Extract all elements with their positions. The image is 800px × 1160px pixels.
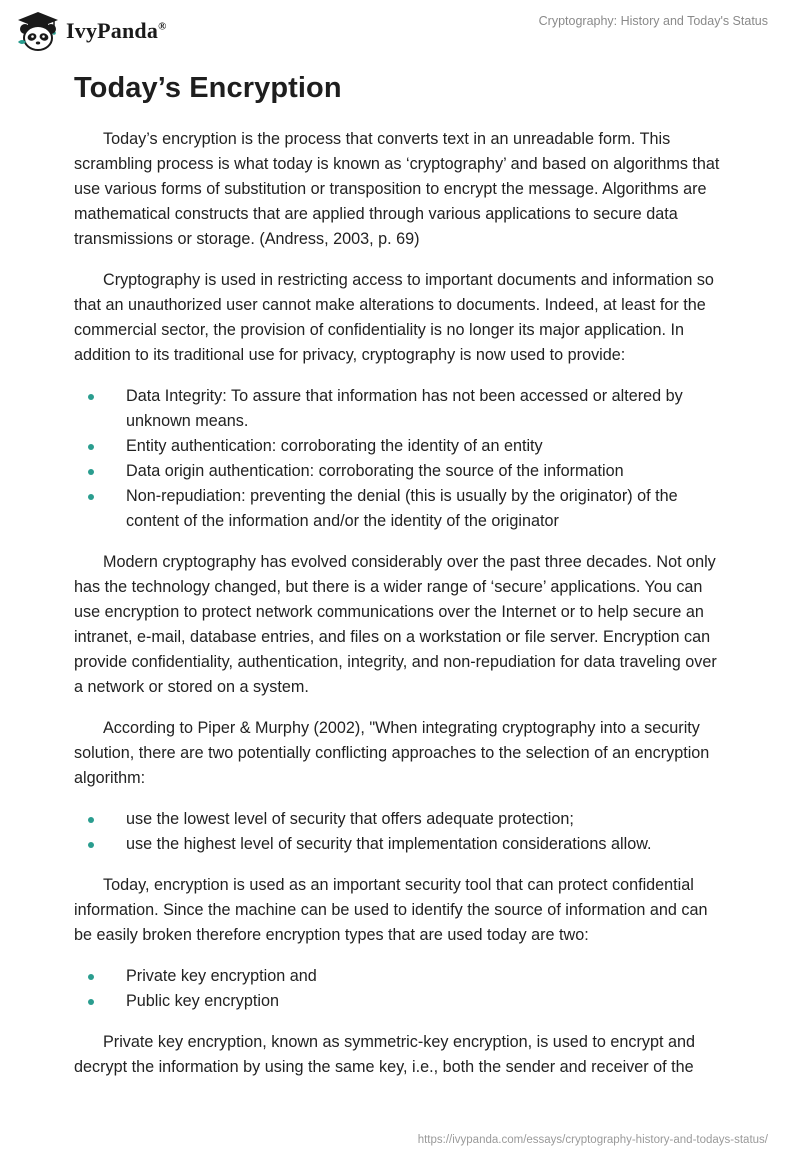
brand-name: IvyPanda® bbox=[66, 18, 167, 43]
bullet-icon bbox=[88, 469, 94, 475]
bullet-icon bbox=[88, 494, 94, 500]
list-item: Entity authentication: corroborating the identity of an entity bbox=[74, 434, 724, 459]
list-item: use the highest level of security that implementation considerations allow. bbox=[74, 832, 724, 857]
registered-mark: ® bbox=[158, 20, 167, 33]
list-item: use the lowest level of security that offers adequate protection; bbox=[74, 807, 724, 832]
bullet-list bbox=[74, 964, 724, 1014]
paragraph: According to Piper & Murphy (2002), "When integrating cryptography into a security solution, there are two potentially conflicting approaches to the selection of an encryption algorithm: bbox=[74, 719, 710, 787]
list-item: Data Integrity: To assure that information has not been accessed or altered by unknown means. bbox=[74, 384, 724, 434]
list-item: Non-repudiation: preventing the denial (this is usually by the originator) of the content of the information and/or the identity of the originator bbox=[74, 484, 724, 534]
paragraph: Private key encryption, known as symmetric-key encryption, is used to encrypt and decrypt the information by using the same key, i.e., both the sender and receiver of the bbox=[74, 1033, 695, 1076]
article-body bbox=[74, 72, 724, 1096]
page-title: Today’s Encryption bbox=[74, 72, 342, 104]
bullet-list bbox=[74, 384, 724, 534]
paragraph: Today’s encryption is the process that converts text in an unreadable form. This scrambling process is what today is known as ‘cryptography’ and based on algorithms that use various forms of substitution or transposition to encrypt the message. Algorithms are mathematical constructs that are applied through various applications to secure data transmissions or storage. (Andress, 2003, p. 69) bbox=[74, 130, 720, 248]
logo[interactable] bbox=[14, 10, 167, 52]
bullet-icon bbox=[88, 817, 94, 823]
list-item: Private key encryption and bbox=[74, 964, 724, 989]
paragraph: Today, encryption is used as an important security tool that can protect confidential information. Since the machine can be used to identify the source of information and can be easily broken therefore encryption types that are used today are two: bbox=[74, 876, 708, 944]
page-header bbox=[0, 0, 800, 64]
list-item: Data origin authentication: corroborating the source of the information bbox=[74, 459, 724, 484]
bullet-icon bbox=[88, 974, 94, 980]
paragraph: Modern cryptography has evolved considerably over the past three decades. Not only has the technology changed, but there is a wider range of ‘secure’ applications. You can use encryption to protect network communications over the Internet or to help secure an intranet, e-mail, database entries, and files on a workstation or file server. Encryption can provide confidentiality, authentication, integrity, and non-repudiation for data traveling over a network or stored on a system. bbox=[74, 553, 717, 696]
bullet-icon bbox=[88, 842, 94, 848]
paragraph: Cryptography is used in restricting access to important documents and information so that an unauthorized user cannot make alterations to documents. Indeed, at least for the commercial sector, the provision of confidentiality is no longer its major application. In addition to its traditional use for privacy, cryptography is now used to provide: bbox=[74, 271, 714, 364]
source-url[interactable]: https://ivypanda.com/essays/cryptography-history-and-todays-status/ bbox=[417, 1134, 768, 1146]
list-item: Public key encryption bbox=[74, 989, 724, 1014]
document-title: Cryptography: History and Today's Status bbox=[538, 14, 768, 28]
bullet-icon bbox=[88, 394, 94, 400]
bullet-icon bbox=[88, 999, 94, 1005]
panda-logo-icon bbox=[14, 10, 62, 52]
bullet-list bbox=[74, 807, 724, 857]
bullet-icon bbox=[88, 444, 94, 450]
